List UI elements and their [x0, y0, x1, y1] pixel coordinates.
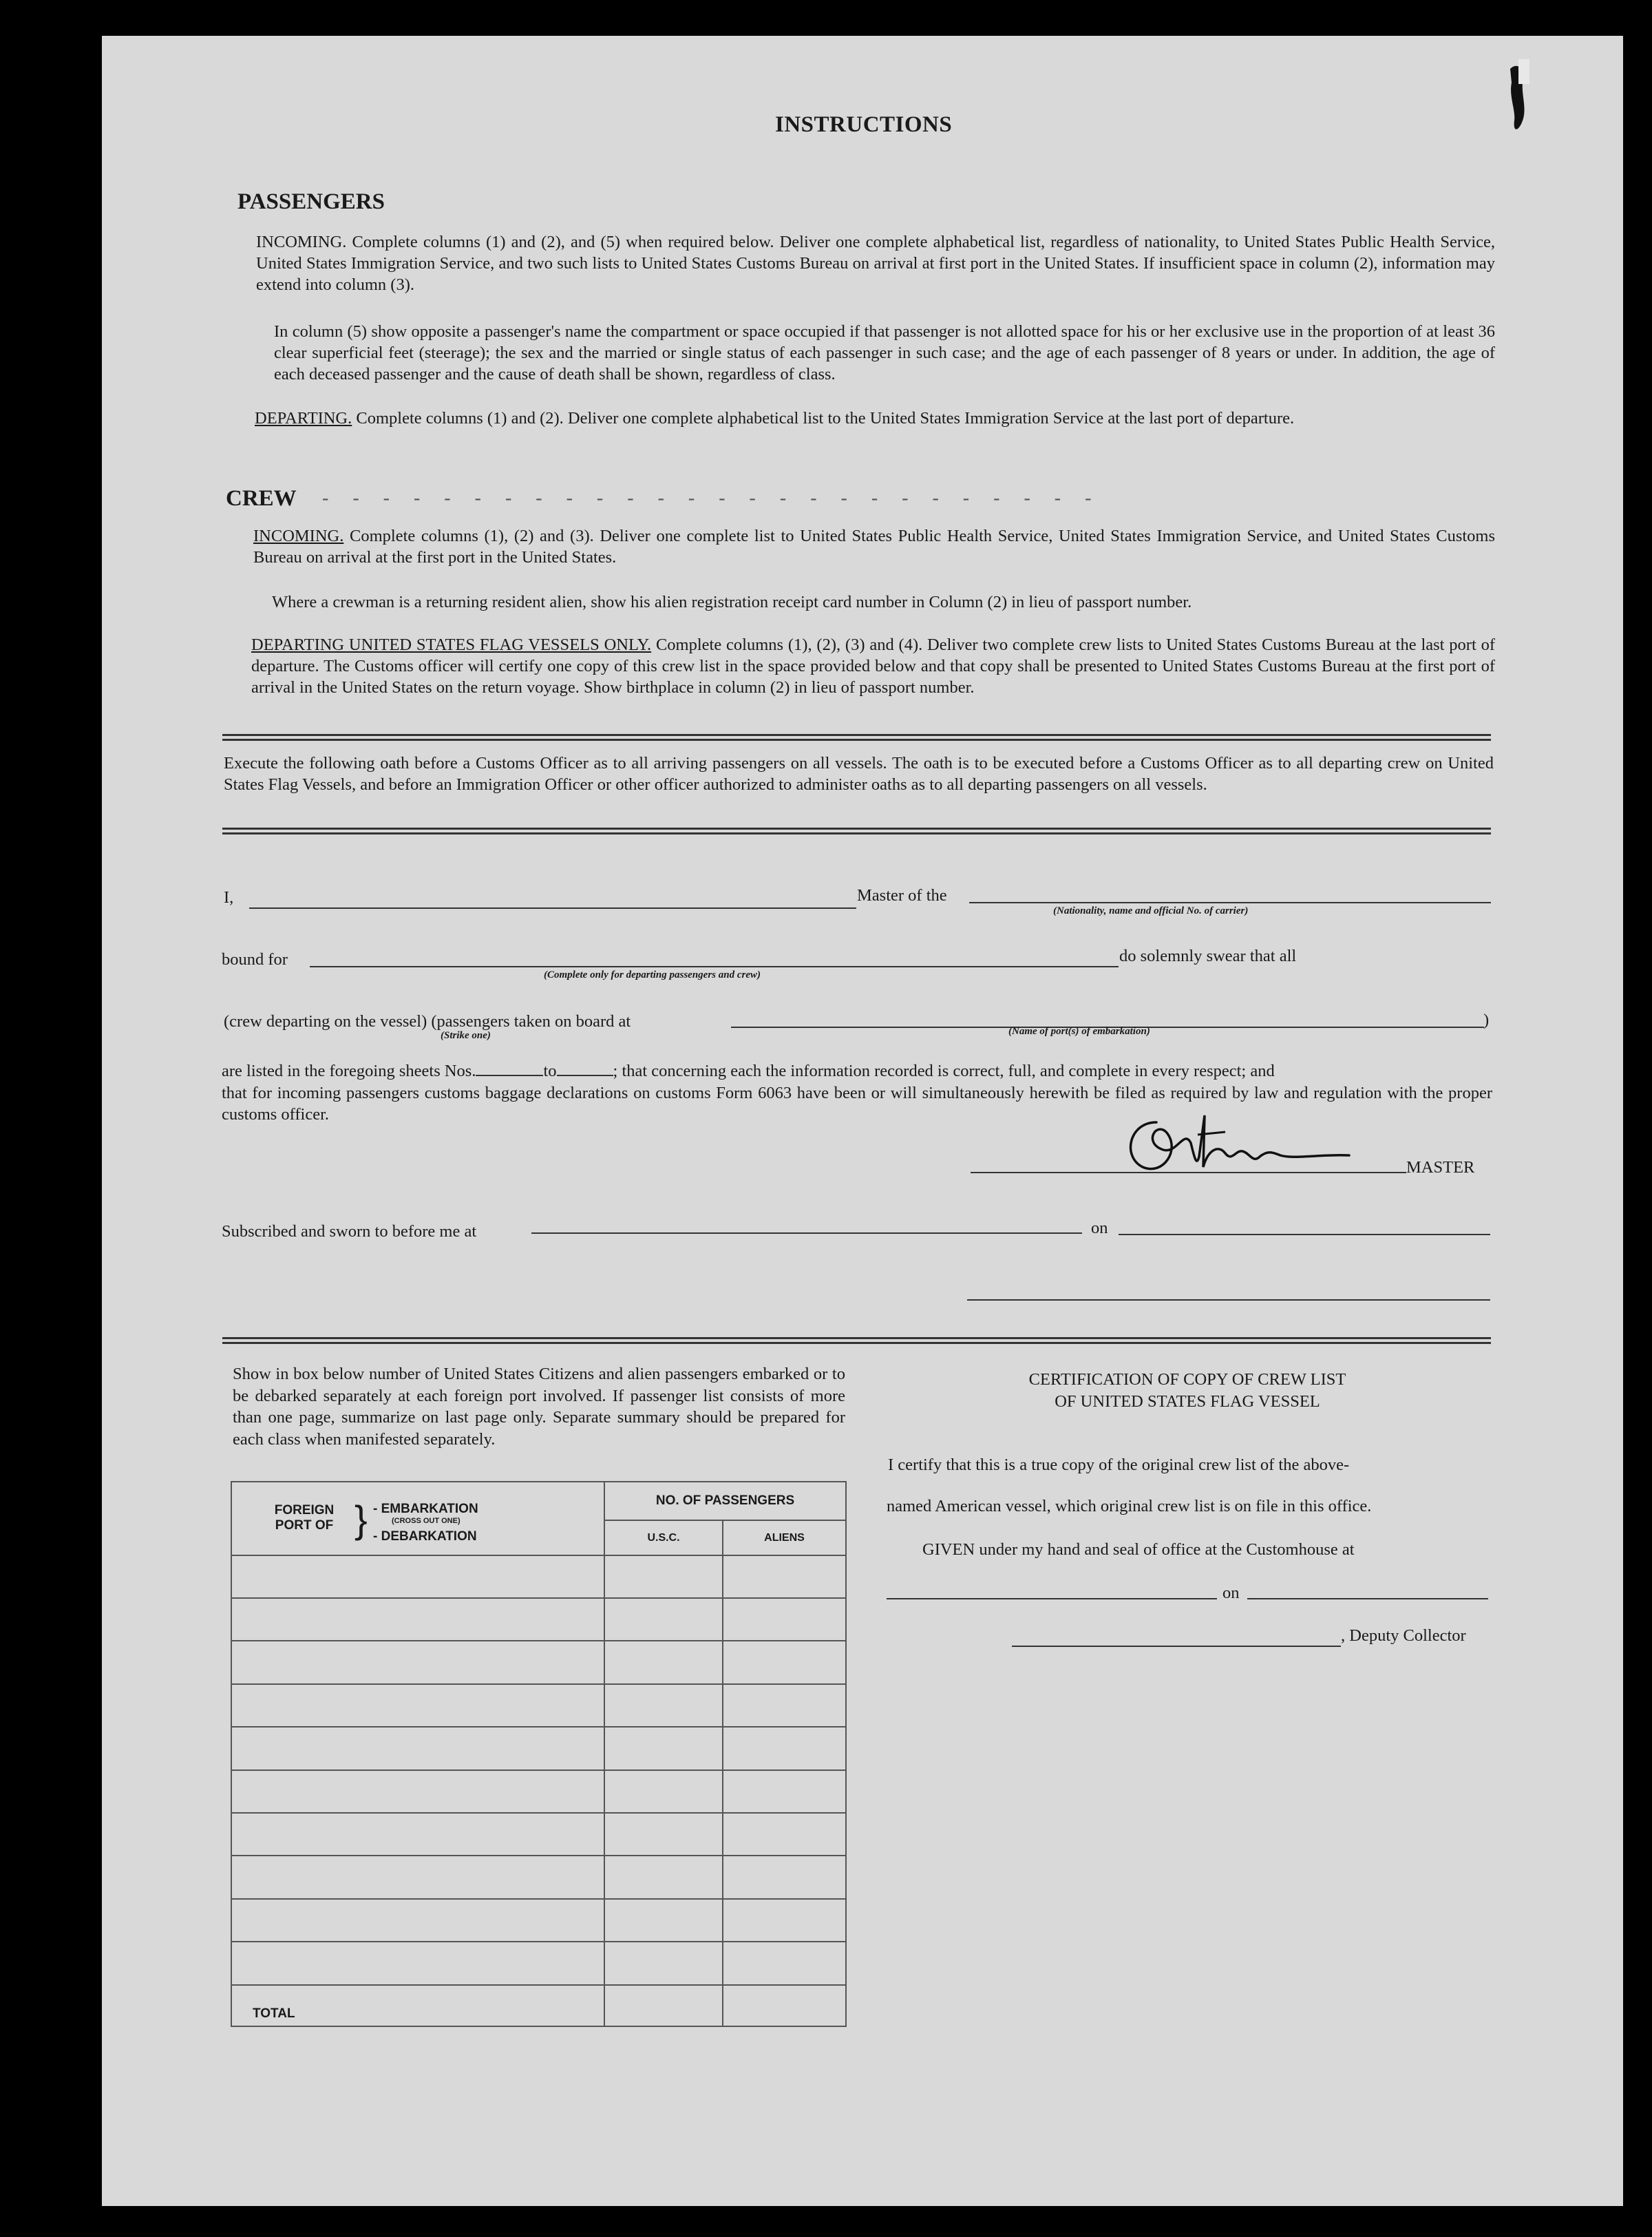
- master-signature: [1115, 1102, 1390, 1177]
- no-of-passengers-header: NO. OF PASSENGERS: [604, 1482, 846, 1520]
- master-label: MASTER: [1406, 1158, 1475, 1177]
- to-label: to: [543, 1062, 557, 1080]
- usc-cell[interactable]: [604, 1770, 723, 1813]
- crew-heading: CREW: [226, 486, 297, 511]
- strike-one-note: (Strike one): [441, 1030, 491, 1041]
- port-cell[interactable]: [231, 1641, 604, 1683]
- port-cell[interactable]: [231, 1770, 604, 1813]
- crew-departing-paragraph: [251, 634, 1495, 698]
- crew-resident-paragraph: Where a crewman is a returning resident alien, show his alien registration receipt card number in Column (2) in lieu of passport number.: [272, 593, 1192, 611]
- subscribed-label: Subscribed and sworn to before me at: [222, 1222, 477, 1241]
- close-paren: ): [1483, 1011, 1490, 1029]
- subscribed-at-field[interactable]: [531, 1232, 1082, 1234]
- aliens-cell[interactable]: [723, 1555, 846, 1598]
- passengers-column5-paragraph: In column (5) show opposite a passenger's name the compartment or space occupied if that passenger is not allotted space for his or her exclusive use in the proportion of at least 36 clear superficial feet (steerage); the sex and the married or single status of each passenger in such case; and the age of each passenger of 8 years or under. In addition, the age of each deceased passenger and the cause of death shall be shown, regardless of class.: [274, 322, 1495, 384]
- aliens-cell[interactable]: [723, 1770, 846, 1813]
- crew-incoming-paragraph: [253, 525, 1495, 568]
- usc-cell[interactable]: [604, 1813, 723, 1856]
- aliens-total-cell[interactable]: [723, 1985, 846, 2026]
- crew-incoming-label: INCOMING.: [253, 527, 344, 545]
- on-label: on: [1091, 1219, 1108, 1237]
- listed-text-2: ; that concerning each the information recorded is correct, full, and complete in every respect; and: [613, 1062, 1275, 1080]
- passenger-summary-table: [231, 1481, 847, 2027]
- port-cell[interactable]: [231, 1555, 604, 1598]
- summary-intro: Show in box below number of United States Citizens and alien passengers embarked or to be debarked separately at each foreign port involved. If passenger list consists of more than one page, summarize on last page only. Separate summary should be prepared for each class when manifested separately.: [233, 1365, 845, 1449]
- usc-cell[interactable]: [604, 1598, 723, 1641]
- port-cell[interactable]: [231, 1598, 604, 1641]
- passengers-departing-label: DEPARTING.: [255, 409, 352, 428]
- aliens-cell[interactable]: [723, 1641, 846, 1683]
- usc-header: U.S.C.: [604, 1520, 723, 1555]
- aliens-cell[interactable]: [723, 1899, 846, 1942]
- vessel-field[interactable]: [969, 902, 1491, 903]
- port-cell[interactable]: [231, 1813, 604, 1856]
- aliens-cell[interactable]: [723, 1727, 846, 1769]
- certify-line-3: GIVEN under my hand and seal of office at the Customhouse at: [922, 1540, 1355, 1559]
- nationality-note: (Nationality, name and official No. of carrier): [1053, 905, 1249, 916]
- debarkation-header: - DEBARKATION: [373, 1529, 477, 1544]
- crew-incoming-text: Complete columns (1), (2) and (3). Deliver one complete list to United States Public Health Service, United States Immigration Service, and United States Customs Bureau on arrival at the first port in the United States.: [253, 527, 1496, 567]
- master-of-the-label: Master of the: [857, 886, 947, 905]
- passengers-heading: PASSENGERS: [237, 189, 385, 214]
- certify-date-field[interactable]: [1247, 1598, 1488, 1599]
- crew-departing-label: DEPARTING UNITED STATES FLAG VESSELS ONLY.: [251, 636, 652, 654]
- listed-line-1: [222, 1062, 1275, 1081]
- solemnly-swear-label: do solemnly swear that all: [1119, 947, 1297, 965]
- usc-cell[interactable]: [604, 1684, 723, 1727]
- section-divider: [222, 734, 1491, 741]
- officer-signature-line[interactable]: [967, 1299, 1490, 1301]
- edge-stamp-mark: [1501, 55, 1534, 145]
- bound-for-label: bound for: [222, 950, 288, 969]
- foreign-port-of-header: FOREIGN PORT OF: [274, 1503, 335, 1533]
- aliens-cell[interactable]: [723, 1856, 846, 1898]
- port-header-cell: [231, 1482, 604, 1555]
- oath-i-label: I,: [224, 888, 234, 907]
- section-divider: [222, 1337, 1491, 1344]
- sheet-from-field[interactable]: [476, 1075, 543, 1076]
- port-cell[interactable]: [231, 1684, 604, 1727]
- oath-intro-paragraph: Execute the following oath before a Customs Officer as to all arriving passengers on all vessels. The oath is to be executed before a Customs Officer as to all departing crew on United States Flag Vessels, and before an Immigration Officer or other officer authorized to administer oaths as to all departing passengers on all vessels.: [224, 754, 1494, 794]
- passengers-incoming-paragraph: INCOMING. Complete columns (1) and (2), and (5) when required below. Deliver one complete alphabetical list, regardless of nationality, to United States Public Health Service, United States Immigration Service, and two such lists to United States Customs Bureau on arrival at first port in the United States. If insufficient space in column (2), information may extend into column (3).: [256, 233, 1495, 294]
- certification-heading: [977, 1369, 1397, 1413]
- aliens-header: ALIENS: [723, 1520, 846, 1555]
- deputy-collector-label: , Deputy Collector: [1341, 1626, 1466, 1645]
- crew-leader-dashes: - - - - - - - - - - - - - - - - - - - - - - - - - -: [322, 487, 1101, 509]
- port-cell[interactable]: [231, 1727, 604, 1769]
- port-cell[interactable]: [231, 1856, 604, 1898]
- total-label: TOTAL: [231, 1985, 604, 2026]
- usc-cell[interactable]: [604, 1856, 723, 1898]
- aliens-cell[interactable]: [723, 1942, 846, 1984]
- sheet-to-field[interactable]: [557, 1075, 613, 1076]
- crew-departing-text: Complete columns (1), (2), (3) and (4). Deliver two complete crew lists to United States Customs Bureau at the last port of departure. The Customs officer will certify one copy of this crew list in the space provided below and that copy shall be presented to United States Customs Bureau at the first port of arrival in the United States on the return voyage. Show birthplace in column (2) in lieu of passport number.: [251, 636, 1495, 697]
- brace-glyph: }: [354, 1498, 368, 1541]
- cross-out-note: (CROSS OUT ONE): [392, 1517, 460, 1525]
- passengers-departing-paragraph: [255, 408, 1495, 429]
- page-title: INSTRUCTIONS: [775, 112, 953, 137]
- listed-text-1: are listed in the foregoing sheets Nos.: [222, 1062, 476, 1080]
- usc-cell[interactable]: [604, 1727, 723, 1769]
- certification-heading-1: CERTIFICATION OF COPY OF CREW LIST: [1028, 1370, 1346, 1389]
- usc-cell[interactable]: [604, 1555, 723, 1598]
- usc-cell[interactable]: [604, 1899, 723, 1942]
- certify-line-2: named American vessel, which original crew list is on file in this office.: [887, 1497, 1372, 1515]
- port-cell[interactable]: [231, 1942, 604, 1984]
- crew-departing-label: (crew departing on the vessel) (passengers taken on board at: [224, 1012, 631, 1031]
- subscribed-on-field[interactable]: [1119, 1234, 1490, 1235]
- usc-total-cell[interactable]: [604, 1985, 723, 2026]
- section-divider: [222, 828, 1491, 834]
- customhouse-field[interactable]: [887, 1598, 1217, 1599]
- embarkation-header: - EMBARKATION: [373, 1502, 478, 1516]
- aliens-cell[interactable]: [723, 1813, 846, 1856]
- usc-cell[interactable]: [604, 1641, 723, 1683]
- certification-heading-2: OF UNITED STATES FLAG VESSEL: [1055, 1392, 1320, 1411]
- complete-only-note: (Complete only for departing passengers and crew): [544, 969, 761, 980]
- usc-cell[interactable]: [604, 1942, 723, 1984]
- deputy-collector-signature-line[interactable]: [1012, 1646, 1341, 1647]
- passengers-departing-text: Complete columns (1) and (2). Deliver one complete alphabetical list to the United States Immigration Service at the last port of departure.: [356, 409, 1295, 428]
- certify-line-1: I certify that this is a true copy of the original crew list of the above-: [888, 1456, 1350, 1474]
- aliens-cell[interactable]: [723, 1684, 846, 1727]
- bound-for-field[interactable]: [310, 966, 1119, 967]
- master-name-field[interactable]: [249, 907, 856, 909]
- listed-line-3: that for incoming passengers customs baggage declarations on customs Form 6063 have been or will simultaneously herewith be filed as required by law and regulation with the proper customs officer.: [222, 1084, 1492, 1124]
- ports-note: (Name of port(s) of embarkation): [1008, 1026, 1150, 1037]
- port-cell[interactable]: [231, 1899, 604, 1942]
- certify-on-label: on: [1222, 1584, 1240, 1602]
- aliens-cell[interactable]: [723, 1598, 846, 1641]
